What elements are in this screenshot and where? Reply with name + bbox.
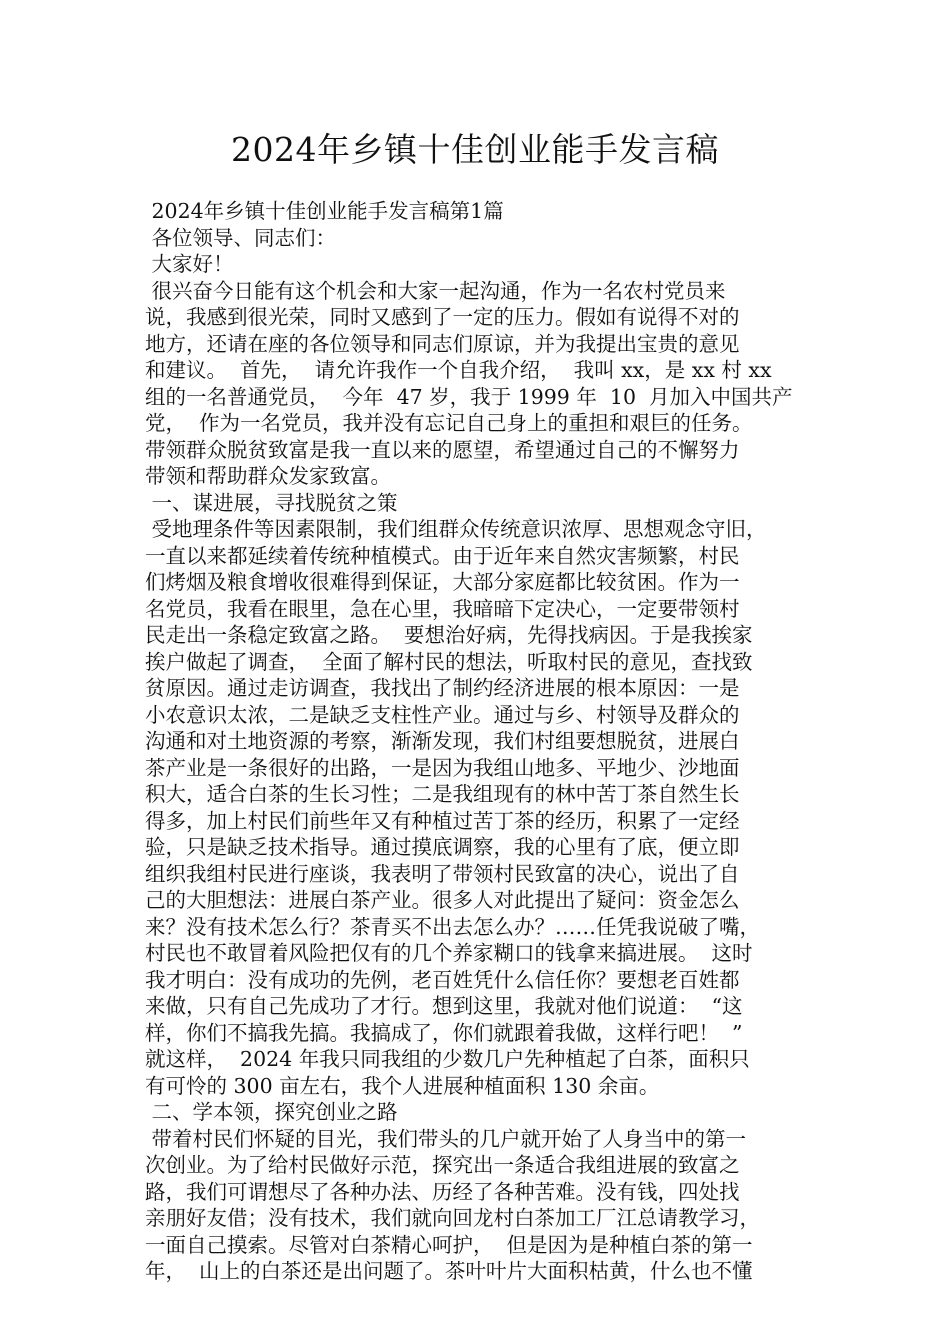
document-line: 民走出一条稳定致富之路。 要想治好病，先得找病因。于是我挨家 [145,623,753,647]
document-line: 贫原因。通过走访调查，我找出了制约经济进展的根本原因：一是 [145,676,740,700]
document-line: 各位领导、同志们： [145,225,337,250]
document-line: 来做，只有自己先成功了才行。想到这里，我就对他们说道： “这 [145,994,743,1018]
document-line: 一、谋进展，寻找脱贫之策 [145,490,398,515]
document-line: 受地理条件等因素限制，我们组群众传统意识浓厚、思想观念守旧， [145,517,767,541]
document-line: 就这样， 2024 年我只同我组的少数几户先种植起了白茶，面积只 [145,1047,750,1071]
document-line: 我才明白：没有成功的先例，老百姓凭什么信任你？要想老百姓都 [145,967,740,992]
document-line: 党， 作为一名党员，我并没有忘记自己身上的重担和艰巨的任务。 [145,411,753,435]
document-line: 村民也不敢冒着风险把仅有的几个养家糊口的钱拿来搞进展。 这时 [145,941,753,965]
document-line: 挨户做起了调查， 全面了解村民的想法，听取村民的意见，查找致 [145,649,753,674]
document-line: 得多，加上村民们前些年又有种植过苦丁茶的经历，积累了一定经 [145,808,740,833]
document-line: 名党员，我看在眼里，急在心里，我暗暗下定决心，一定要带领村 [145,596,740,621]
document-line: 次创业。为了给村民做好示范，探究出一条适合我组进展的致富之 [145,1153,740,1177]
document-line: 小农意识太浓，二是缺乏支柱性产业。通过与乡、村领导及群众的 [145,702,740,727]
document-line: 路，我们可谓想尽了各种办法、历经了各种苦难。没有钱，四处找 [145,1179,740,1204]
document-line: 组织我组村民进行座谈，我表明了带领村民致富的决心，说出了自 [145,861,740,886]
document-line: 们烤烟及粮食增收很难得到保证，大部分家庭都比较贫困。作为一 [145,570,740,594]
document-line: 己的大胆想法：进展白茶产业。很多人对此提出了疑问：资金怎么 [145,888,740,912]
document-body [145,198,817,1285]
document-line: 带领和帮助群众发家致富。 [145,464,391,488]
document-line: 地方，还请在座的各位领导和同志们原谅，并为我提出宝贵的意见 [145,331,740,356]
document-title: 2024年乡镇十佳创业能手发言稿 [231,130,719,169]
document-line: 来？没有技术怎么行？茶青买不出去怎么办？……任凭我说破了嘴， [145,914,760,939]
document-line: 茶产业是一条很好的出路，一是因为我组山地多、平地少、沙地面 [145,755,740,780]
document-line: 沟通和对土地资源的考察，渐渐发现，我们村组要想脱贫，进展白 [145,729,740,753]
document-line: 验，只是缺乏技术指导。通过摸底调察，我的心里有了底，便立即 [145,835,740,859]
document-line: 和建议。 首先， 请允许我作一个自我介绍， 我叫 xx，是 xx 村 xx [145,358,772,382]
document-line: 有可怜的 300 亩左右，我个人进展种植面积 130 余亩。 [145,1073,660,1098]
document-line: 一直以来都延续着传统种植模式。由于近年来自然灾害频繁，村民 [145,543,740,568]
document-line: 组的一名普通党员， 今年 47 岁，我于 1999 年 10 月加入中国共产 [145,384,793,409]
document-line: 亲朋好友借；没有技术，我们就向回龙村白茶加工厂江总请教学习， [145,1206,760,1230]
document-line: 说，我感到很光荣，同时又感到了一定的压力。假如有说得不对的 [145,305,740,329]
document-line: 带着村民们怀疑的目光，我们带头的几户就开始了人身当中的第一 [145,1126,747,1151]
document-line: 样，你们不搞我先搞。我搞成了，你们就跟着我做，这样行吧！ ” [145,1020,743,1045]
document-line: 2024年乡镇十佳创业能手发言稿第1篇 [145,199,504,223]
document-line: 大家好！ [145,252,234,276]
document-line: 二、学本领，探究创业之路 [145,1100,398,1124]
document-line: 年， 山上的白茶还是出问题了。茶叶叶片大面积枯黄，什么也不懂 [145,1259,753,1283]
document-line: 很兴奋今日能有这个机会和大家一起沟通，作为一名农村党员来 [145,278,726,303]
document-line: 带领群众脱贫致富是我一直以来的愿望，希望通过自己的不懈努力 [145,437,740,462]
document-line: 一面自己摸索。尽管对白茶精心呵护， 但是因为是种植白茶的第一 [145,1232,753,1257]
document-line: 积大，适合白茶的生长习性；二是我组现有的林中苦丁茶自然生长 [145,782,740,806]
